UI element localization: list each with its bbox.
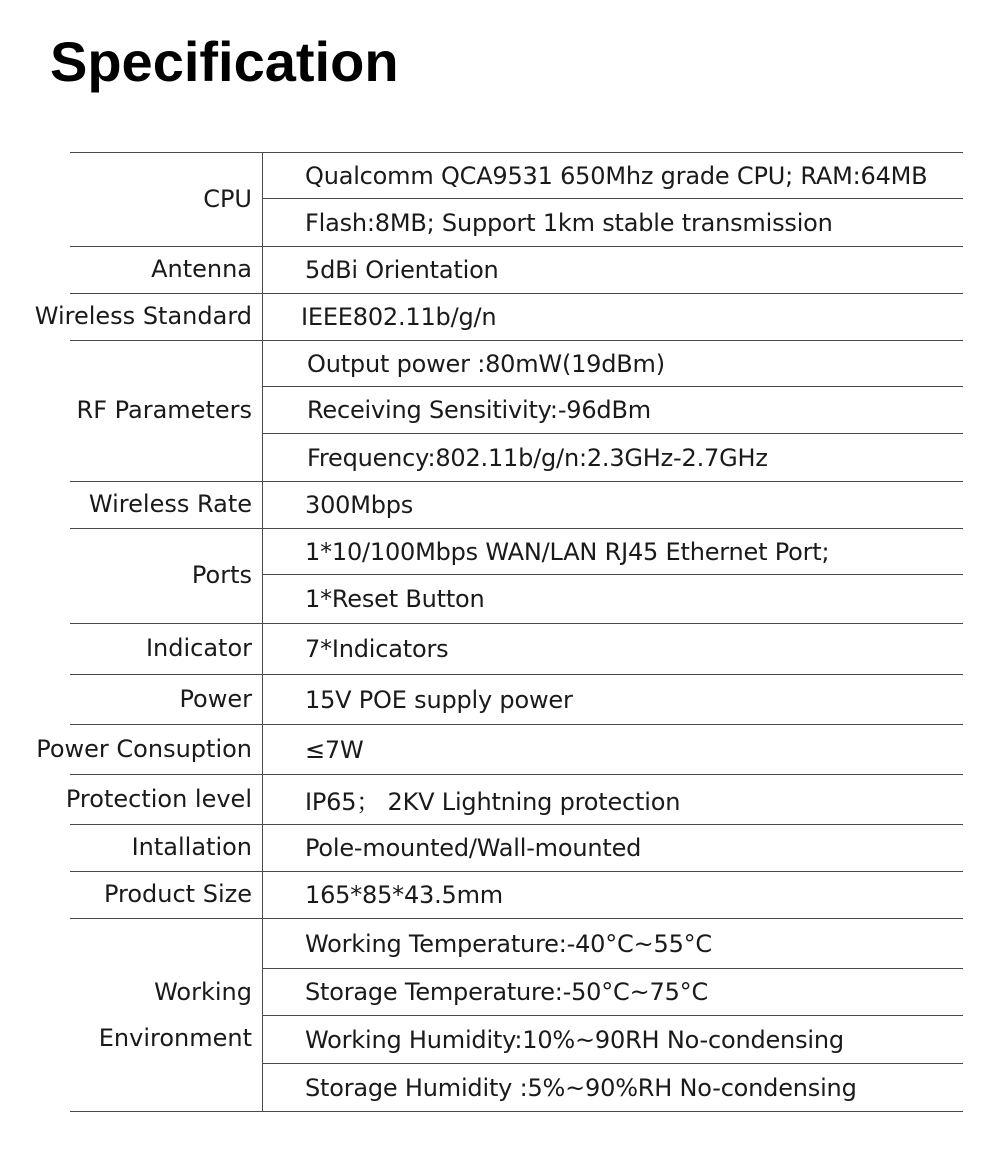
spec-row-power-consumption (36, 725, 963, 775)
spec-value: 300Mbps (305, 491, 414, 519)
spec-label: Product Size (103, 880, 252, 909)
spec-value: 165*85*43.5mm (305, 881, 503, 909)
spec-value: IEEE802.11b/g/n (301, 303, 497, 331)
spec-label: Ports (191, 561, 252, 590)
spec-value: Receiving Sensitivity:-96dBm (307, 396, 651, 424)
spec-value: Storage Temperature:-50°C~75°C (305, 978, 709, 1006)
spec-value: Flash:8MB; Support 1km stable transmission (305, 208, 833, 237)
spec-label: RF Parameters (76, 396, 252, 425)
spec-row-wireless-standard (34, 294, 963, 341)
spec-value: Working Temperature:-40°C~55°C (305, 929, 712, 958)
spec-label: Protection level (65, 784, 252, 813)
spec-label: Intallation (131, 833, 252, 862)
spec-row-rf-parameters (70, 341, 963, 482)
spec-row-cpu (70, 153, 963, 247)
spec-value: 5dBi Orientation (305, 256, 499, 284)
spec-row-antenna (70, 247, 963, 294)
spec-value: 15V POE supply power (305, 685, 573, 714)
spec-table (34, 152, 963, 1112)
spec-label: Antenna (151, 255, 252, 284)
spec-row-protection-level (65, 775, 963, 825)
spec-label: CPU (203, 184, 252, 213)
spec-value: Storage Humidity :5%~90%RH No-condensing (305, 1073, 857, 1102)
spec-row-product-size (70, 872, 963, 919)
spec-value: 7*Indicators (305, 635, 449, 663)
page-title: Specification (50, 30, 399, 93)
spec-label: Power (179, 684, 252, 713)
spec-row-installation (70, 825, 963, 872)
spec-label: Indicator (145, 634, 252, 663)
spec-value: ≤7W (305, 735, 364, 764)
spec-row-ports (70, 529, 963, 624)
spec-label: Working Environment (98, 978, 252, 1052)
spec-label: Wireless Rate (88, 490, 252, 519)
spec-row-power (70, 675, 963, 725)
spec-value: 1*Reset Button (305, 585, 485, 613)
spec-value: Frequency:802.11b/g/n:2.3GHz-2.7GHz (307, 443, 768, 472)
spec-row-working-environment (70, 919, 963, 1112)
spec-row-indicator (70, 624, 963, 675)
spec-value: Working Humidity:10%~90RH No-condensing (305, 1025, 844, 1054)
spec-label: Power Consuption (36, 734, 252, 763)
spec-value: Pole-mounted/Wall-mounted (305, 834, 642, 862)
spec-value: IP65； 2KV Lightning protection (305, 788, 681, 816)
spec-value: Qualcomm QCA9531 650Mhz grade CPU; RAM:64MB (305, 161, 928, 190)
spec-label: Wireless Standard (34, 302, 252, 331)
spec-value: 1*10/100Mbps WAN/LAN RJ45 Ethernet Port; (305, 537, 830, 566)
spec-row-wireless-rate (70, 482, 963, 529)
spec-value: Output power :80mW(19dBm) (307, 349, 665, 378)
